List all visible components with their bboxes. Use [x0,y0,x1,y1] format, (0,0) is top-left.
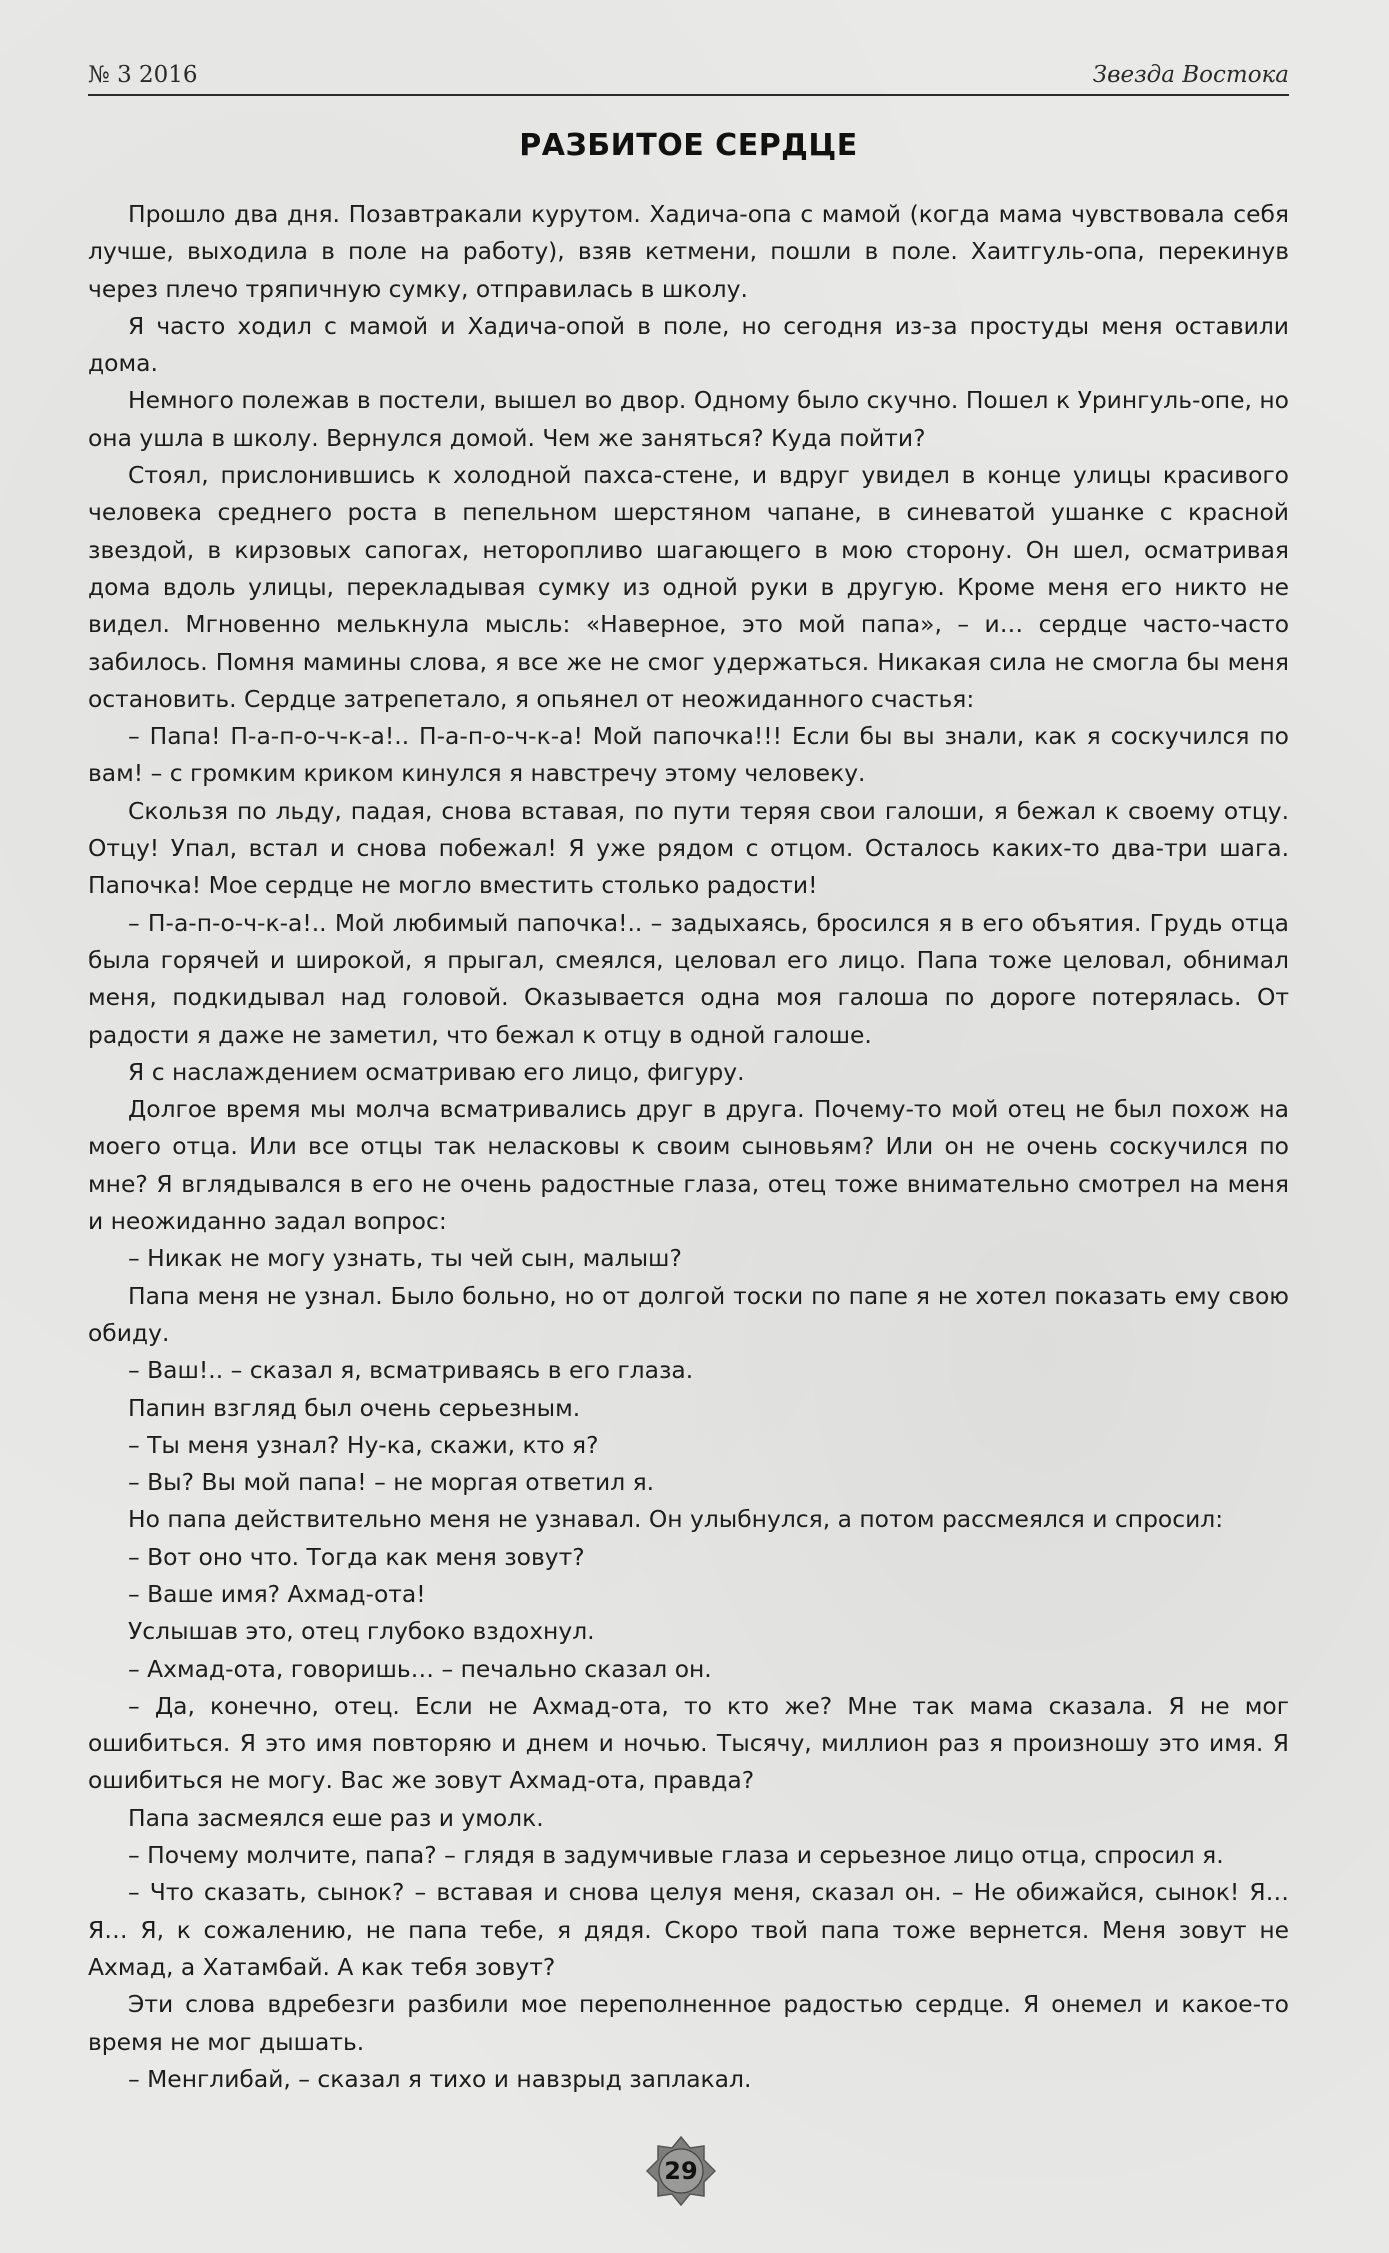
paragraph: Но папа действительно меня не узнавал. Он улыбнулся, а потом рассмеялся и спросил: [128,1505,1224,1534]
issue-label: № 3 2016 [88,62,198,88]
paragraph: – Да, конечно, отец. Если не Ахмад-ота, то кто же? Мне так мама сказала. Я не мог ошибиться. Я это имя повторяю и днем и ночью. Тысячу, миллион раз я произношу это имя. Я ошибиться не могу. Вас же зовут Ахмад-ота, правда? [88,1691,1289,1795]
paragraph: – Вот оно что. Тогда как меня зовут? [128,1542,585,1571]
running-header [88,52,1289,96]
paragraph: Прошло два дня. Позавтракали курутом. Хадича-опа с мамой (когда мама чувствовала себя лучше, выходила в поле на работу), взяв кетмени, пошли в поле. Хаитгуль-опа, перекинув через плечо тряпичную сумку, отправилась в школу. [88,200,1289,303]
paragraph: Папин взгляд был очень серьезным. [128,1393,581,1422]
page-number-badge [646,2136,716,2206]
paragraph: Немного полежав в постели, вышел во двор. Одному было скучно. Пошел к Урингуль-опе, но она ушла в школу. Вернулся домой. Чем же заняться? Куда пойти? [88,386,1289,452]
paragraph: Папа засмеялся еше раз и умолк. [128,1803,544,1832]
journal-name: Звезда Востока [1092,62,1289,88]
paragraph: – Почему молчите, папа? – глядя в задумчивые глаза и серьезное лицо отца, спросил я. [128,1841,1224,1870]
paragraph: – Ваше имя? Ахмад-ота! [128,1579,426,1608]
paragraph: – Вы? Вы мой папа! – не моргая ответил я. [128,1468,655,1497]
paragraph: – Менглибай, – сказал я тихо и навзрыд заплакал. [128,2064,752,2093]
paragraph: – Ты меня узнал? Ну-ка, скажи, кто я? [128,1430,599,1459]
paragraph: – Ахмад-ота, говоришь… – печально сказал он. [128,1654,712,1683]
paragraph: – Что сказать, сынок? – вставая и снова целуя меня, сказал он. – Не обижайся, сынок! Я… Я… Я, к сожалению, не папа тебе, я дядя. Скоро твой папа тоже вернется. Меня зовут не Ахмад, а Хатамбай. А как тебя зовут? [88,1878,1289,1981]
paragraph: Я часто ходил с мамой и Хадича-опой в поле, но сегодня из-за простуды меня оставили дома. [88,311,1289,378]
article-body [88,196,1289,2098]
paragraph: – Никак не могу узнать, ты чей сын, малыш? [128,1244,682,1273]
paragraph: Папа меня не узнал. Было больно, но от долгой тоски по папе я не хотел показать ему свою обиду. [88,1281,1289,1347]
paragraph: – П-а-п-о-ч-к-а!.. Мой любимый папочка!.. – задыхаясь, бросился я в его объятия. Грудь отца была горячей и широкой, я прыгал, смеялся, целовал его лицо. Папа тоже целовал, обнимал меня, подкидывал над головой. Оказывается одна моя галоша по дороге потерялась. От радости я даже не заметил, что бежал к отцу в одной галоше. [88,908,1289,1049]
paragraph: Стоял, прислонившись к холодной пахса-стене, и вдруг увидел в конце улицы красивого человека среднего роста в пепельном шерстяном чапане, в синеватой ушанке с красной звездой, в кирзовых сапогах, неторопливо шагающего в мою сторону. Он шел, осматривая дома вдоль улицы, перекладывая сумку из одной руки в другую. Кроме меня его никто не видел. Мгновенно мелькнула мысль: «Наверное, это мой папа», – и… сердце часто-часто забилось. Помня мамины слова, я все же не смог удержаться. Никакая сила не смогла бы меня остановить. Сердце затрепетало, я опьянел от неожиданного счастья: [88,461,1289,713]
paragraph: Я с наслаждением осматриваю его лицо, фигуру. [128,1057,745,1086]
paragraph: Скользя по льду, падая, снова вставая, по пути теряя свои галоши, я бежал к своему отцу. Отцу! Упал, встал и снова побежал! Я уже рядом с отцом. Осталось каких-то два-три шага. Папочка! Мое сердце не могло вместить столько радости! [88,796,1289,900]
paragraph: Услышав это, отец глубоко вздохнул. [128,1617,595,1646]
paragraph: – Папа! П-а-п-о-ч-к-а!.. П-а-п-о-ч-к-а! Мой папочка!!! Если бы вы знали, как я соскучился по вам! – с громким криком кинулся я навстречу этому человеку. [88,722,1289,788]
paragraph: Долгое время мы молча всматривались друг в друга. Почему-то мой отец не был похож на моего отца. Или все отцы так неласковы к своим сыновьям? Или он не очень соскучился по мне? Я вглядывался в его не очень радостные глаза, отец тоже внимательно смотрел на меня и неожиданно задал вопрос: [88,1095,1289,1236]
page-number: 29 [664,2157,698,2185]
article-title: РАЗБИТОЕ СЕРДЦЕ [519,128,858,163]
paragraph: – Ваш!.. – сказал я, всматриваясь в его глаза. [128,1356,694,1385]
paragraph: Эти слова вдребезги разбили мое переполненное радостью сердце. Я онемел и какое-то время не мог дышать. [88,1990,1289,2056]
